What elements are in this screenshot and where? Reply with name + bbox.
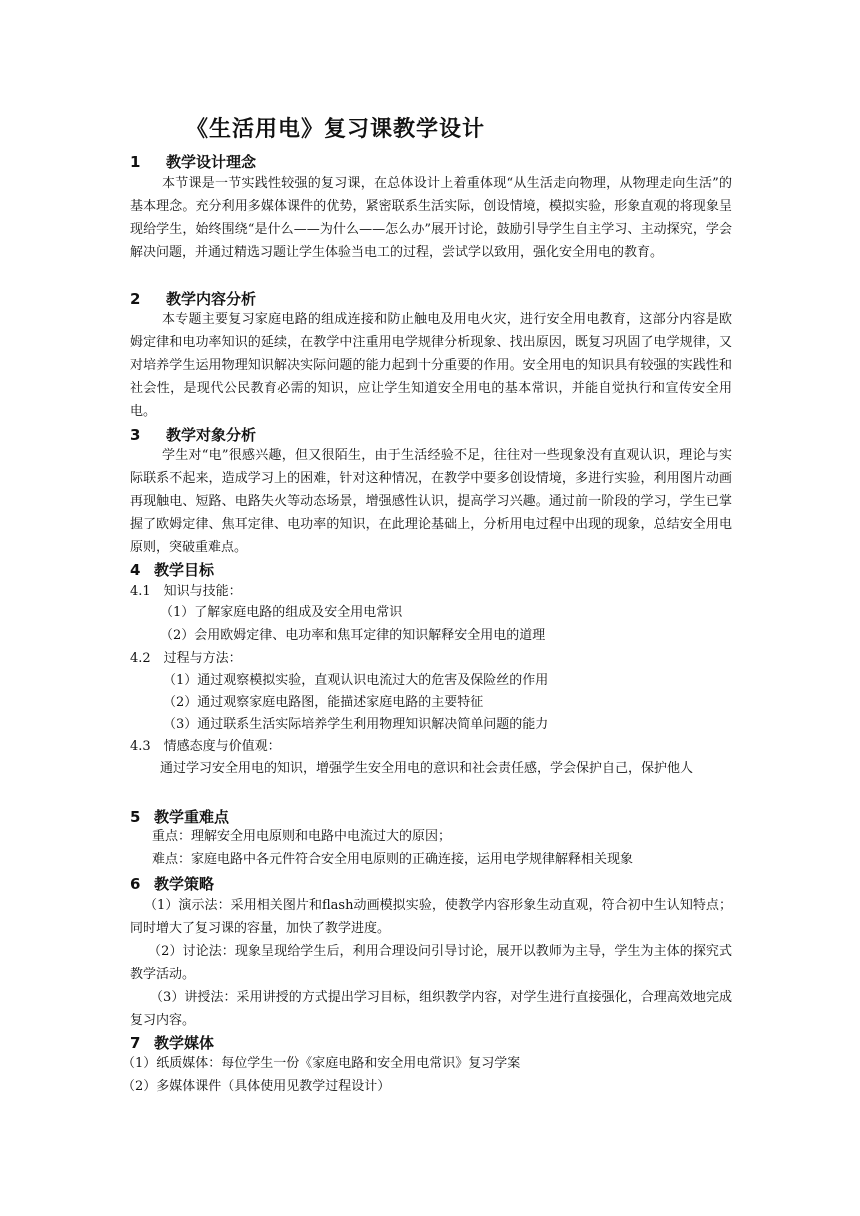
goal-4-2-item-3: （3）通过联系生活实际培养学生利用物理知识解决简单问题的能力 [163,717,549,732]
section-6-heading [130,873,214,894]
goal-4-2-heading: 4.2 过程与方法： [130,651,242,666]
goal-4-1-heading: 4.1 知识与技能： [130,584,242,599]
section-5-number: 5 [130,808,141,826]
section-3-title: 教学对象分析 [166,426,257,444]
goal-4-1-item-2: （2）会用欧姆定律、电功率和焦耳定律的知识解释安全用电的道理 [160,628,546,643]
goal-4-2-item-2: （2）通过观察家庭电路图，能描述家庭电路的主要特征 [163,695,484,710]
section-2-paragraph: 本专题主要复习家庭电路的组成连接和防止触电及用电火灾，进行安全用电教育，这部分内容是欧姆定律和电功率知识的延续，在教学中注重用电学规律分析现象、找出原因，既复习巩固了电学规律，又对培养学生运用物理知识解决实际问题的能力起到十分重要的作用。安全用电的知识具有较强的实践性和社会性，是现代公民教育必需的知识，应让学生知道安全用电的基本常识，并能自觉执行和宣传安全用电。 [130,312,732,419]
section-1-heading [130,151,256,172]
section-2-number: 2 [130,290,141,308]
section-7-title: 教学媒体 [154,1034,215,1052]
section-1-paragraph: 本节课是一节实践性较强的复习课，在总体设计上着重体现“从生活走向物理，从物理走向生活”的基本理念。充分利用多媒体课件的优势，紧密联系生活实际，创设情境，模拟实验，形象直观的将现象呈现给学生，始终围绕“是什么——为什么——怎么办”展开讨论，鼓励引导学生自主学习、主动探究，学会解决问题，并通过精选习题让学生体验当电工的过程，尝试学以致用，强化安全用电的教育。 [130,176,732,260]
section-6-number: 6 [130,875,141,893]
goal-4-3-heading: 4.3 情感态度与价值观： [130,739,281,754]
section-3-heading [130,424,256,445]
section-7-number: 7 [130,1034,141,1052]
difficult-point: 难点：家庭电路中各元件符合安全用电原则的正确连接，运用电学规律解释相关现象 [152,852,634,867]
key-point: 重点：理解安全用电原则和电路中电流过大的原因； [152,829,452,844]
media-item-1: （1）纸质媒体：每位学生一份《家庭电路和安全用电常识》复习学案 [122,1056,521,1071]
section-4-title: 教学目标 [154,561,215,579]
document-title: 《生活用电》复习课教学设计 [186,117,486,142]
strategy-item-2: （2）讨论法：现象呈现给学生后，利用合理设问引导讨论，展开以教师为主导，学生为主体的探究式教学活动。 [130,944,732,982]
section-3-paragraph: 学生对“电”很感兴趣，但又很陌生，由于生活经验不足，往往对一些现象没有直观认识，理论与实际联系不起来，造成学习上的困难，针对这种情况，在教学中要多创设情境，多进行实验，利用图片动画再现触电、短路、电路失火等动态场景，增强感性认识，提高学习兴趣。通过前一阶段的学习，学生已掌握了欧姆定律、焦耳定律、电功率的知识，在此理论基础上，分析用电过程中出现的现象，总结安全用电原则，突破重难点。 [130,448,732,555]
section-5-heading [130,806,229,827]
strategy-item-3: （3）讲授法：采用讲授的方式提出学习目标，组织教学内容，对学生进行直接强化，合理高效地完成复习内容。 [130,990,732,1028]
section-7-heading [130,1032,214,1053]
section-4-number: 4 [130,561,141,579]
goal-4-2-item-1: （1）通过观察模拟实验，直观认识电流过大的危害及保险丝的作用 [163,673,549,688]
section-5-title: 教学重难点 [154,808,230,826]
media-item-2: （2）多媒体课件（具体使用见教学过程设计） [122,1079,391,1094]
section-1-title: 教学设计理念 [166,153,257,171]
section-3-number: 3 [130,426,141,444]
section-4-heading [130,559,214,580]
goal-4-1-item-1: （1）了解家庭电路的组成及安全用电常识 [160,605,403,620]
section-2-title: 教学内容分析 [166,290,257,308]
strategy-item-1: （1）演示法：采用相关图片和flash动画模拟实验，使教学内容形象生动直观，符合初中生认知特点；同时增大了复习课的容量，加快了教学进度。 [130,898,732,936]
goal-4-3-paragraph: 通过学习安全用电的知识，增强学生安全用电的意识和社会责任感，学会保护自己，保护他人 [160,761,694,776]
section-6-title: 教学策略 [154,875,215,893]
section-2-heading [130,288,256,309]
section-1-number: 1 [130,153,141,171]
